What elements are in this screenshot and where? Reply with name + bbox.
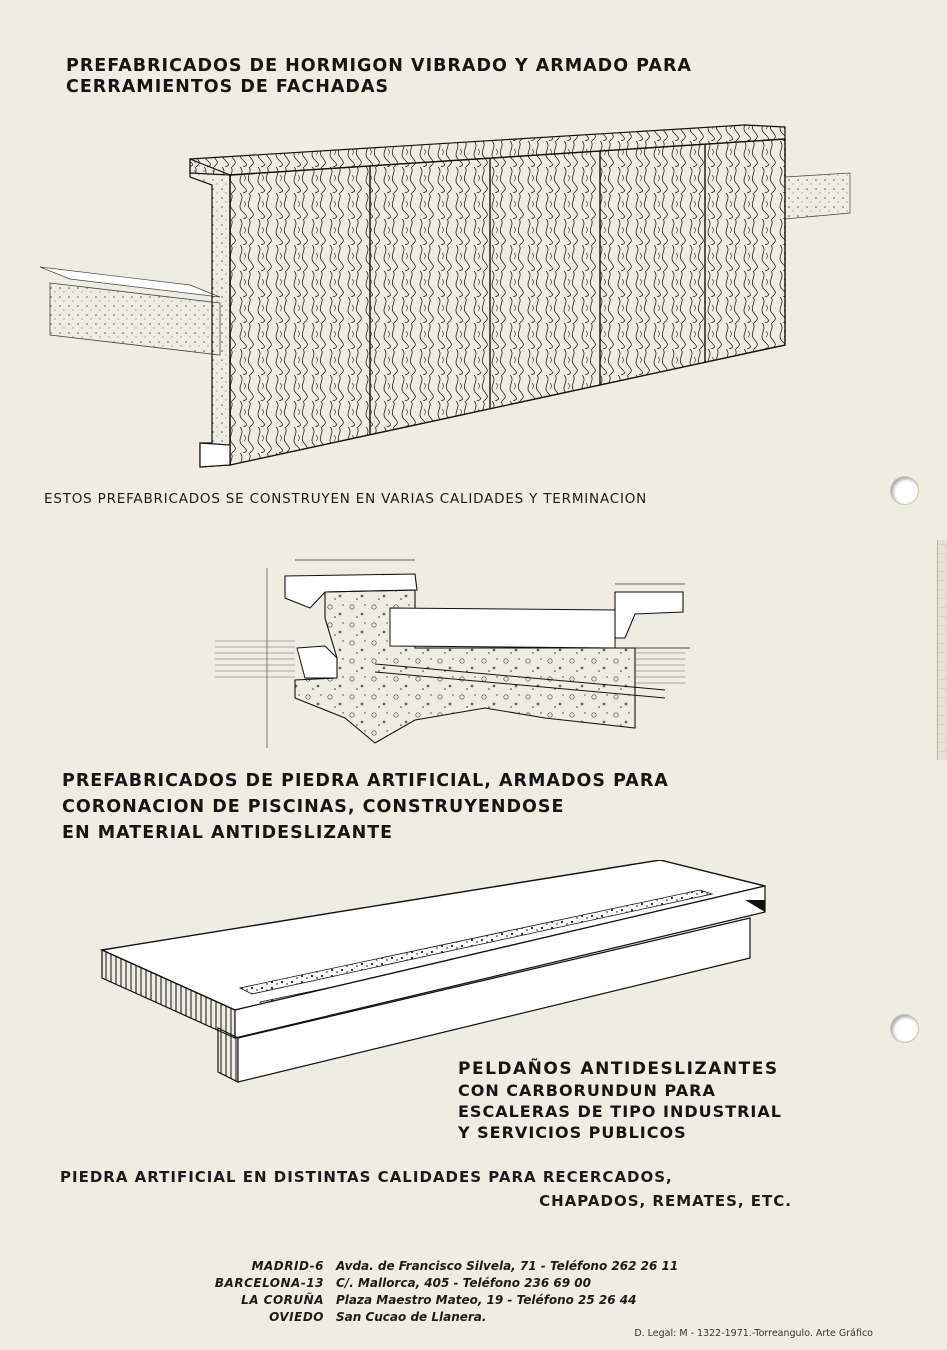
note-line: PIEDRA ARTIFICIAL EN DISTINTAS CALIDADES PARA RECERCADOS, — [60, 1168, 673, 1186]
address-city: BARCELONA-13 — [214, 1276, 324, 1290]
address-row — [190, 1292, 678, 1309]
title-line: CORONACION DE PISCINAS, CONSTRUYENDOSE — [62, 797, 565, 817]
title-line: ESCALERAS DE TIPO INDUSTRIAL — [458, 1102, 782, 1121]
artificial-stone-note — [60, 1165, 792, 1213]
section-pool-title — [62, 768, 669, 846]
legal-notice: D. Legal: M - 1322-1971.-Torreangulo. Arte Gráfico — [634, 1328, 873, 1339]
address-row — [190, 1309, 678, 1326]
facade-panel-illustration — [40, 115, 855, 480]
facade-caption: ESTOS PREFABRICADOS SE CONSTRUYEN EN VARIAS CALIDADES Y TERMINACION — [44, 491, 648, 507]
title-line: CON CARBORUNDUN PARA — [458, 1081, 716, 1100]
title-line: PREFABRICADOS DE PIEDRA ARTIFICIAL, ARMADOS PARA — [62, 771, 669, 791]
address-city: LA CORUÑA — [241, 1293, 324, 1307]
section-steps-title — [458, 1059, 782, 1143]
address-text: Avda. de Francisco Silvela, 71 - Teléfono 262 26 11 — [336, 1259, 679, 1273]
binder-hole — [891, 477, 918, 504]
address-text: San Cucao de Llanera. — [336, 1310, 487, 1324]
stair-step-illustration — [100, 860, 770, 1090]
title-line: Y SERVICIOS PUBLICOS — [458, 1123, 687, 1142]
title-line: PREFABRICADOS DE HORMIGON VIBRADO Y ARMADO PARA — [66, 56, 692, 76]
pool-coping-section-drawing — [215, 548, 690, 760]
address-text: C/. Mallorca, 405 - Teléfono 236 69 00 — [336, 1276, 591, 1290]
title-line: PELDAÑOS ANTIDESLIZANTES — [458, 1059, 779, 1079]
address-block — [190, 1258, 678, 1326]
address-city: OVIEDO — [269, 1310, 324, 1324]
address-row — [190, 1258, 678, 1275]
page-edge — [937, 540, 947, 760]
address-city: MADRID-6 — [251, 1259, 324, 1273]
note-line: CHAPADOS, REMATES, ETC. — [539, 1192, 792, 1210]
address-text: Plaza Maestro Mateo, 19 - Teléfono 25 26 44 — [336, 1293, 637, 1307]
title-line: CERRAMIENTOS DE FACHADAS — [66, 77, 390, 97]
address-row — [190, 1275, 678, 1292]
section-facade-title — [66, 56, 692, 98]
binder-hole — [891, 1015, 918, 1042]
title-line: EN MATERIAL ANTIDESLIZANTE — [62, 823, 394, 843]
